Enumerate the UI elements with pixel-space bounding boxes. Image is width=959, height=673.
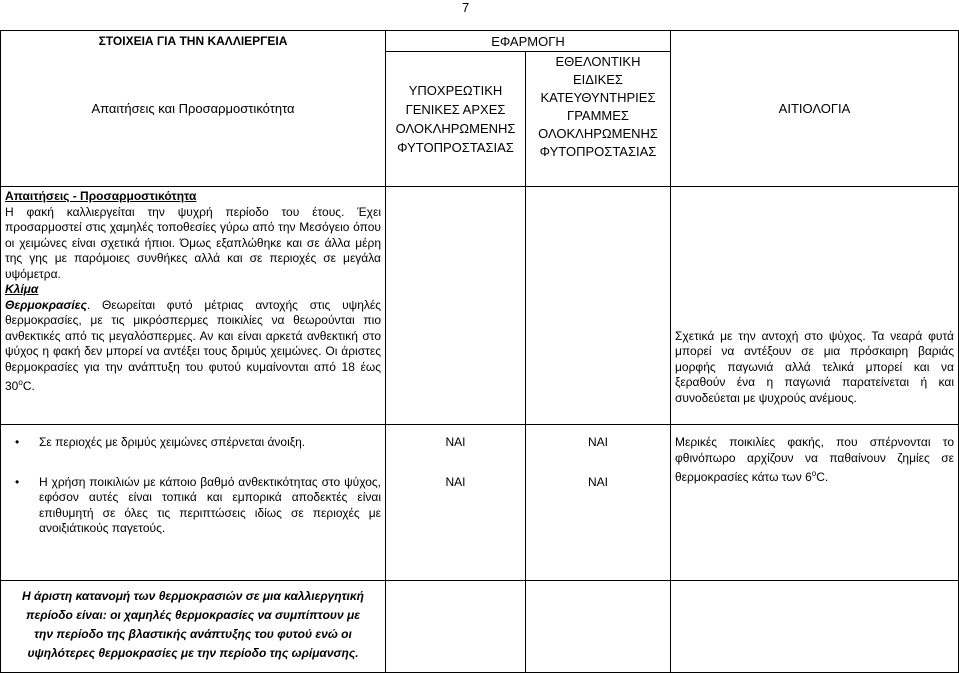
page-number: 7 [462, 0, 470, 15]
voluntary-cell-1 [526, 187, 671, 425]
requirements-row [1, 187, 959, 425]
temperatures-label: Θερμοκρασίες [5, 297, 87, 312]
cultivation-data-header: ΣΤΟΙΧΕΙΑ ΓΙΑ ΤΗΝ ΚΑΛΛΙΕΡΓΕΙΑ [1, 31, 386, 52]
optimal-distribution-row [1, 581, 959, 673]
justification-cell-3 [671, 581, 959, 673]
voluntary-answers [526, 425, 671, 581]
voluntary-cell-3 [526, 581, 671, 673]
requirements-header: Απαιτήσεις και Προσαρμοστικότητα [1, 51, 386, 187]
justification-cell-2: Μερικές ποικιλίες φακής, που σπέρνονται το φθινόπωρο αρχίζουν να παθαίνουν ζημίες σε θερμοκρασίες κάτω των $6^oC$. [671, 425, 959, 581]
mandatory-header: ΥΠΟΧΡΕΩΤΙΚΗ ΓΕΝΙΚΕΣ ΑΡΧΕΣ ΟΛΟΚΛΗΡΩΜΕΝΗΣ ΦΥΤΟΠΡΟΣΤΑΣΙΑΣ [386, 51, 526, 187]
optimal-distribution-cell: Η άριστη κατανομή των θερμοκρασιών σε μια καλλιεργητική περίοδο είναι: οι χαμηλές θερμοκρασίες να συμπίπτουν με την περίοδο της βλαστικής ανάπτυξης του φυτού ενώ οι υψηλότερες θερμοκρασίες με την περίοδο της ωρίμανσης. [1, 581, 386, 673]
mandatory-cell-1 [386, 187, 526, 425]
mandatory-answer: ΝΑΙ [445, 435, 466, 449]
bullet-item: • Η χρήση ποικιλιών με κάποιο βαθμό ανθεκτικότητας στο ψύχος, εφόσον αυτές είναι τοπικά και εμπορικά αποδεκτές είναι επιθυμητή σε όλες τις περιπτώσεις ιδίως σε περιοχές με ανοιξιάτικούς παγετούς. [15, 474, 381, 535]
requirements-cell [1, 187, 386, 425]
bullet-item: • Σε περιοχές με δριμύς χειμώνες σπέρνεται άνοιξη. [15, 435, 306, 449]
justification-header: ΑΙΤΙΟΛΟΓΙΑ [671, 31, 959, 187]
justification-cell-1: Σχετικά με την αντοχή στο ψύχος. Τα νεαρά φυτά μπορεί να αντέξουν σε μια πρόσκαιρη βαριάς μορφής παγωνιά αλλά τελικά μπορεί και να ξεραθούν ένα η παγωνιά παρατείνεται ή και συνοδεύεται με ψυχρούς ανέμους. [671, 187, 959, 425]
requirements-heading: Απαιτήσεις - Προσαρμοστικότητα [5, 189, 197, 203]
bullets-cell [1, 425, 386, 581]
climate-heading: Κλίμα [5, 282, 39, 296]
voluntary-answer: ΝΑΙ [587, 474, 608, 489]
cultivation-table [0, 30, 959, 673]
temperatures-paragraph: Θερμοκρασίες. Θεωρείται φυτό μέτριας αντοχής στις υψηλές θερμοκρασίες, με τις μικρόσπερμες ποικιλίες να θεωρούνται πιο ανθεκτικές από τις μεγαλόσπερμες. Αν και είναι αρκετά ανθεκτική στο ψύχος η φακή δεν μπορεί να αντέξει τους δριμύς χειμώνες. Οι άριστες θερμοκρασίες για την ανάπτυξη του φυτού κυμαίνονται από 18 έως $30^oC$. [5, 297, 381, 393]
requirements-intro: Η φακή καλλιεργείται την ψυχρή περίοδο του έτους. Έχει προσαρμοστεί στις χαμηλές τοποθεσίες γύρω από την Μεσόγειο όπου οι χειμώνες είναι σχετικά ήπιοι. Όμως εξαπλώθηκε και σε άλλα μέρη της γης με παρόμοιες συνθήκες αλλά και σε περιοχές σε μεγάλα υψόμετρα. [5, 204, 381, 281]
voluntary-header: ΕΘΕΛΟΝΤΙΚΗ ΕΙΔΙΚΕΣ ΚΑΤΕΥΘΥΝΤΗΡΙΕΣ ΓΡΑΜΜΕΣ ΟΛΟΚΛΗΡΩΜΕΝΗΣ ΦΥΤΟΠΡΟΣΤΑΣΙΑΣ [526, 51, 671, 187]
header-row-1 [1, 31, 959, 52]
bullets-row [1, 425, 959, 581]
bullet-icon: • [15, 474, 20, 489]
mandatory-answer: ΝΑΙ [445, 474, 466, 489]
mandatory-cell-3 [386, 581, 526, 673]
application-header: ΕΦΑΡΜΟΓΗ [386, 31, 671, 52]
mandatory-answers [386, 425, 526, 581]
voluntary-answer: ΝΑΙ [587, 435, 608, 449]
bullet-icon: • [15, 435, 20, 449]
